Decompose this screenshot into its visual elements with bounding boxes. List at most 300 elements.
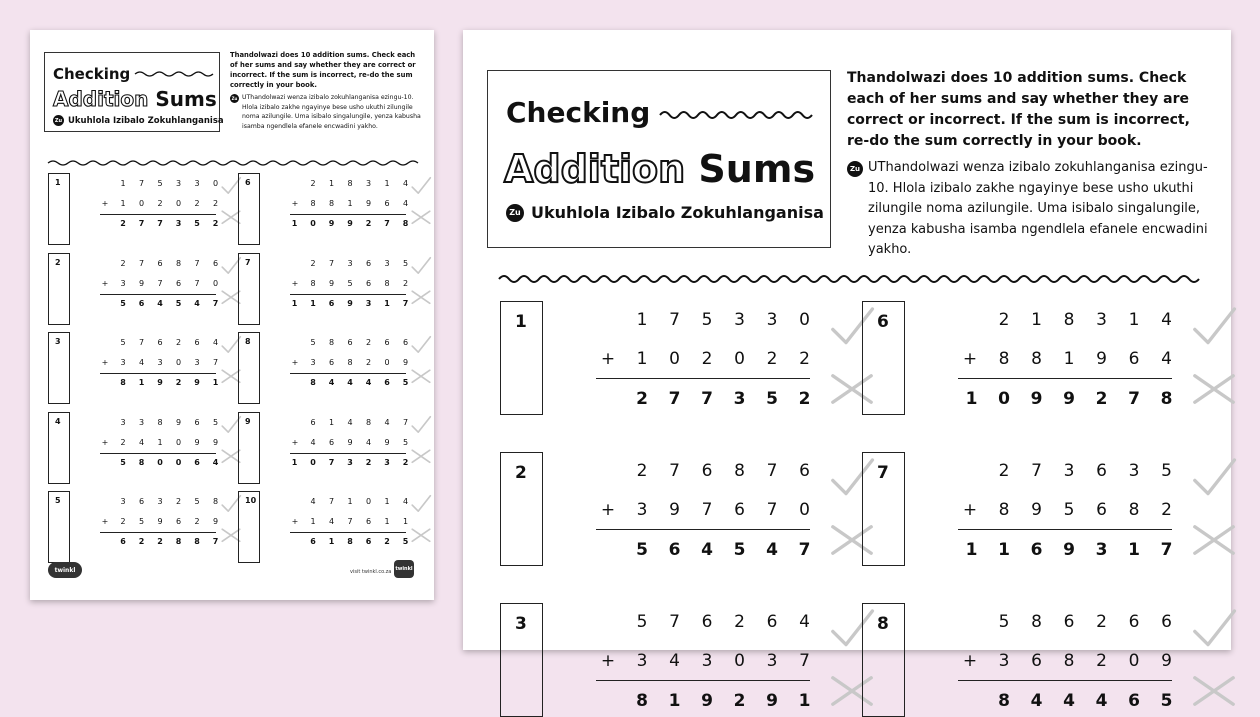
addend-top-digit: 6 <box>194 417 200 427</box>
addend-bottom-digit: 6 <box>365 517 372 526</box>
answer-digit: 9 <box>1063 389 1075 409</box>
answer-digit: 7 <box>1128 389 1140 409</box>
sum-line <box>290 373 406 374</box>
answer-digit: 0 <box>310 457 316 467</box>
sum-line <box>100 214 216 215</box>
check-mark-icon[interactable] <box>410 334 432 360</box>
sum-line <box>290 453 406 454</box>
answer-digit: 6 <box>328 298 335 308</box>
sum-line <box>290 294 406 295</box>
cross-mark-icon[interactable] <box>410 448 432 469</box>
answer-digit: 2 <box>120 219 126 228</box>
addend-top-digit: 3 <box>175 179 182 188</box>
addend-bottom-digit: 5 <box>1063 500 1075 520</box>
answer-digit: 3 <box>365 298 372 308</box>
problem-number: 5 <box>55 496 61 505</box>
problem-number: 6 <box>245 178 251 187</box>
addend-top-digit: 1 <box>328 179 335 188</box>
addend-top-digit: 3 <box>384 258 390 268</box>
addend-top-digit: 5 <box>120 338 126 347</box>
problem-number: 1 <box>55 178 61 187</box>
answer-digit: 1 <box>1128 540 1140 560</box>
divider-wavy-line <box>48 159 418 167</box>
addend-bottom-digit: 6 <box>175 278 182 288</box>
problem-number: 1 <box>515 312 527 332</box>
problem-number-box <box>862 452 905 566</box>
answer-digit: 8 <box>636 691 648 711</box>
addend-top-digit: 4 <box>347 417 353 427</box>
answer-digit: 1 <box>291 219 298 228</box>
addend-top-digit: 8 <box>1031 612 1042 632</box>
addend-bottom-digit: 1 <box>120 199 126 208</box>
addend-bottom-digit: 6 <box>328 358 335 367</box>
addend-top-digit: 1 <box>384 497 390 506</box>
check-mark-icon[interactable] <box>1190 605 1238 657</box>
addend-bottom-digit: 4 <box>138 437 145 447</box>
problem-number-box <box>862 301 905 415</box>
zu-badge-large: Zu <box>847 161 863 177</box>
cross-mark-icon[interactable] <box>1190 371 1238 411</box>
addend-top-digit: 3 <box>1096 310 1107 330</box>
addend-top-digit: 4 <box>310 497 316 506</box>
addend-bottom-digit: 9 <box>212 517 219 526</box>
answer-digit: 5 <box>402 378 409 387</box>
addend-top-digit: 4 <box>212 338 219 347</box>
addend-top-digit: 1 <box>328 417 335 427</box>
addend-top-digit: 0 <box>365 497 372 506</box>
addend-top-digit: 3 <box>138 417 145 427</box>
addend-bottom-digit: 4 <box>669 651 680 671</box>
answer-digit: 5 <box>733 540 746 560</box>
addend-bottom-digit: 9 <box>347 437 353 447</box>
addend-bottom-digit: 3 <box>998 651 1010 671</box>
check-mark-icon[interactable] <box>1190 454 1238 506</box>
title-checking-large: Checking <box>506 96 651 129</box>
addend-bottom-digit: 0 <box>138 199 145 208</box>
footer-url: visit twinkl.co.za <box>350 569 392 575</box>
addend-bottom-digit: 1 <box>402 517 409 526</box>
addend-top-digit: 6 <box>701 612 713 632</box>
answer-digit: 1 <box>291 298 298 308</box>
answer-digit: 8 <box>998 691 1010 711</box>
addend-top-digit: 6 <box>212 258 219 268</box>
addend-bottom-digit: 3 <box>120 278 126 288</box>
addend-bottom-digit: 9 <box>138 278 145 288</box>
problem-number: 10 <box>245 496 257 505</box>
plus-sign: + <box>962 349 978 369</box>
answer-digit: 2 <box>733 691 746 711</box>
addend-bottom-digit: 4 <box>138 358 145 367</box>
addend-bottom-digit: 8 <box>1128 500 1140 520</box>
instructions-en-large: Thandolwazi does 10 addition sums. Check each of her sums and say whether they are correct or incorrect. If the sum is incorrect, re-do the sum correctly in your book. <box>847 70 1190 149</box>
addend-bottom-digit: 7 <box>701 500 713 520</box>
answer-digit: 5 <box>1160 691 1173 711</box>
addend-bottom-digit: 9 <box>402 358 409 367</box>
answer-digit: 6 <box>1030 540 1043 560</box>
problem-number: 4 <box>55 416 61 426</box>
addend-top-digit: 7 <box>669 612 680 632</box>
zu-badge: Zu <box>230 94 239 103</box>
divider-wavy-line-large <box>499 273 1199 285</box>
answer-digit: 1 <box>965 540 978 560</box>
addend-bottom-digit: 6 <box>328 437 335 447</box>
addend-top-digit: 6 <box>138 497 145 506</box>
addend-top-digit: 6 <box>701 461 713 481</box>
answer-digit: 6 <box>365 537 372 546</box>
addend-top-digit: 1 <box>636 310 648 330</box>
cross-mark-icon[interactable] <box>410 368 432 389</box>
answer-digit: 1 <box>998 540 1010 560</box>
addend-bottom-digit: 8 <box>310 278 316 288</box>
addend-bottom-digit: 3 <box>194 358 200 367</box>
addend-bottom-digit: 9 <box>212 437 219 447</box>
addend-top-digit: 2 <box>734 612 745 632</box>
check-mark-icon[interactable] <box>410 414 432 440</box>
problem-number-box <box>238 332 260 404</box>
answer-digit: 2 <box>384 537 390 546</box>
problem-number-box <box>500 452 543 566</box>
answer-digit: 0 <box>175 457 182 467</box>
title-wavy-line <box>135 70 213 78</box>
addend-top-digit: 5 <box>157 179 163 188</box>
addend-top-digit: 1 <box>1031 310 1042 330</box>
problem-number-box <box>238 173 260 245</box>
addend-top-digit: 0 <box>799 310 810 330</box>
addend-bottom-digit: 6 <box>384 199 390 208</box>
title-sums-large: Sums <box>698 147 816 191</box>
answer-digit: 7 <box>402 298 409 308</box>
addend-top-digit: 7 <box>138 258 145 268</box>
answer-digit: 0 <box>998 389 1010 409</box>
title-box <box>44 52 224 132</box>
answer-digit: 4 <box>328 378 335 387</box>
addend-bottom-digit: 6 <box>1031 651 1042 671</box>
addend-top-digit: 2 <box>998 461 1010 481</box>
answer-digit: 5 <box>636 540 648 560</box>
answer-digit: 6 <box>120 537 126 546</box>
addend-top-digit: 5 <box>402 258 409 268</box>
addend-bottom-digit: 0 <box>175 437 182 447</box>
addend-top-digit: 8 <box>1063 310 1075 330</box>
title-box-large <box>487 70 831 248</box>
addend-bottom-digit: 9 <box>384 437 390 447</box>
answer-digit: 6 <box>138 298 145 308</box>
addend-bottom-digit: 1 <box>157 437 163 447</box>
instructions-zu-line-large <box>847 158 1215 261</box>
answer-digit: 2 <box>636 389 648 409</box>
sum-line <box>958 529 1172 530</box>
addend-bottom-digit: 8 <box>328 199 335 208</box>
answer-digit: 8 <box>120 378 126 387</box>
check-mark-icon[interactable] <box>1190 303 1238 355</box>
addend-bottom-digit: 7 <box>194 278 200 288</box>
answer-digit: 6 <box>1128 691 1140 711</box>
addend-top-digit: 8 <box>347 179 353 188</box>
answer-digit: 8 <box>1160 389 1173 409</box>
addend-bottom-digit: 5 <box>138 517 145 526</box>
answer-digit: 7 <box>701 389 713 409</box>
answer-digit: 2 <box>402 457 409 467</box>
addend-bottom-digit: 0 <box>734 651 745 671</box>
addend-top-digit: 2 <box>175 338 182 347</box>
title-addition-sums-large <box>504 147 815 191</box>
subtitle-large <box>506 203 824 222</box>
cross-mark-icon[interactable] <box>1190 673 1238 713</box>
answer-digit: 4 <box>194 298 200 308</box>
addend-top-digit: 3 <box>194 179 200 188</box>
addend-top-digit: 2 <box>310 179 316 188</box>
addend-top-digit: 8 <box>328 338 335 347</box>
addend-top-digit: 8 <box>734 461 745 481</box>
addend-top-digit: 5 <box>212 417 219 427</box>
addend-bottom-digit: 3 <box>310 358 316 367</box>
answer-digit: 5 <box>766 389 778 409</box>
addend-top-digit: 2 <box>1096 612 1107 632</box>
addend-bottom-digit: 5 <box>347 278 353 288</box>
answer-digit: 1 <box>668 691 681 711</box>
addend-bottom-digit: 9 <box>194 437 200 447</box>
addend-bottom-digit: 4 <box>365 437 372 447</box>
answer-digit: 4 <box>212 457 219 467</box>
plus-sign: + <box>962 500 978 520</box>
addend-bottom-digit: 2 <box>799 349 810 369</box>
plus-sign: + <box>291 437 299 447</box>
cross-mark-icon[interactable] <box>410 209 432 230</box>
addend-bottom-digit: 0 <box>212 278 219 288</box>
answer-digit: 5 <box>402 537 409 546</box>
plus-sign: + <box>600 349 616 369</box>
problem-number: 3 <box>515 614 527 634</box>
addend-bottom-digit: 0 <box>175 358 182 367</box>
addend-bottom-digit: 9 <box>1031 500 1042 520</box>
addend-bottom-digit: 2 <box>365 358 372 367</box>
addend-bottom-digit: 6 <box>734 500 745 520</box>
addend-bottom-digit: 2 <box>212 199 219 208</box>
sum-line <box>596 529 810 530</box>
addend-bottom-digit: 8 <box>384 278 390 288</box>
addend-top-digit: 4 <box>402 179 409 188</box>
addend-bottom-digit: 0 <box>175 199 182 208</box>
addend-top-digit: 3 <box>120 497 126 506</box>
addend-top-digit: 4 <box>799 612 810 632</box>
addend-top-digit: 5 <box>701 310 713 330</box>
addend-top-digit: 6 <box>384 338 390 347</box>
addend-bottom-digit: 2 <box>402 278 409 288</box>
answer-digit: 1 <box>965 389 978 409</box>
answer-digit: 6 <box>194 457 200 467</box>
addend-bottom-digit: 8 <box>998 500 1010 520</box>
addend-bottom-digit: 9 <box>1096 349 1107 369</box>
addend-top-digit: 8 <box>212 497 219 506</box>
addend-bottom-digit: 3 <box>120 358 126 367</box>
answer-digit: 6 <box>310 537 316 546</box>
answer-digit: 4 <box>766 540 778 560</box>
addend-top-digit: 7 <box>402 417 409 427</box>
subtitle <box>53 115 224 126</box>
subtitle-text: Ukuhlola Izibalo Zokuhlanganisa <box>68 115 224 126</box>
answer-digit: 3 <box>733 389 746 409</box>
answer-digit: 2 <box>365 219 372 228</box>
problem-number-box <box>500 301 543 415</box>
answer-digit: 7 <box>138 219 145 228</box>
sum-line <box>100 294 216 295</box>
answer-digit: 1 <box>291 457 298 467</box>
answer-digit: 1 <box>384 298 390 308</box>
answer-digit: 2 <box>157 537 163 546</box>
addend-top-digit: 3 <box>347 258 353 268</box>
plus-sign: + <box>291 358 299 367</box>
title-sums: Sums <box>155 87 217 111</box>
sum-line <box>596 680 810 681</box>
addend-bottom-digit: 1 <box>1063 349 1075 369</box>
addend-bottom-digit: 1 <box>310 517 316 526</box>
instructions <box>230 50 424 131</box>
problem-number: 8 <box>877 614 889 634</box>
problem-number-box <box>238 491 260 563</box>
sum-line <box>100 373 216 374</box>
sum-line <box>596 378 810 379</box>
plus-sign: + <box>600 651 616 671</box>
answer-digit: 9 <box>1030 389 1043 409</box>
addend-top-digit: 3 <box>766 310 778 330</box>
sum-line <box>100 532 216 533</box>
answer-digit: 3 <box>347 457 353 467</box>
addend-top-digit: 5 <box>998 612 1010 632</box>
sum-line <box>290 214 406 215</box>
addend-top-digit: 7 <box>328 497 335 506</box>
check-mark-icon[interactable] <box>410 175 432 201</box>
addend-bottom-digit: 9 <box>669 500 680 520</box>
instructions-zu-line <box>230 93 424 131</box>
addend-top-digit: 6 <box>157 338 163 347</box>
addend-top-digit: 5 <box>636 612 648 632</box>
addend-bottom-digit: 6 <box>1128 349 1140 369</box>
answer-digit: 7 <box>384 219 390 228</box>
addend-bottom-digit: 0 <box>799 500 810 520</box>
answer-digit: 7 <box>328 457 335 467</box>
answer-digit: 2 <box>175 378 182 387</box>
sum-line <box>100 453 216 454</box>
answer-digit: 8 <box>194 537 200 546</box>
addend-top-digit: 6 <box>799 461 810 481</box>
addend-top-digit: 6 <box>766 612 778 632</box>
addend-bottom-digit: 7 <box>766 500 778 520</box>
answer-digit: 7 <box>212 537 219 546</box>
addend-bottom-digit: 0 <box>734 349 745 369</box>
answer-digit: 4 <box>157 298 163 308</box>
answer-digit: 2 <box>138 537 145 546</box>
answer-digit: 4 <box>1030 691 1043 711</box>
plus-sign: + <box>101 358 109 367</box>
answer-digit: 4 <box>365 378 372 387</box>
addend-bottom-digit: 6 <box>1096 500 1107 520</box>
addend-top-digit: 6 <box>402 338 409 347</box>
zu-badge: Zu <box>53 115 64 126</box>
check-mark-icon[interactable] <box>410 493 432 519</box>
addend-top-digit: 5 <box>194 497 200 506</box>
answer-digit: 8 <box>310 378 316 387</box>
answer-digit: 2 <box>212 219 219 228</box>
answer-digit: 2 <box>798 389 811 409</box>
answer-digit: 5 <box>120 457 126 467</box>
problem-number-box <box>862 603 905 717</box>
addend-bottom-digit: 3 <box>636 651 648 671</box>
addend-bottom-digit: 4 <box>402 199 409 208</box>
addend-bottom-digit: 8 <box>347 358 353 367</box>
plus-sign: + <box>101 199 109 208</box>
answer-digit: 1 <box>212 378 219 387</box>
problem-number-box <box>48 412 70 484</box>
answer-digit: 0 <box>310 219 316 228</box>
addend-top-digit: 6 <box>1063 612 1075 632</box>
cross-mark-icon[interactable] <box>410 289 432 310</box>
addend-top-digit: 3 <box>1128 461 1140 481</box>
problem-number-box <box>238 412 260 484</box>
addend-top-digit: 6 <box>194 338 200 347</box>
answer-digit: 1 <box>310 298 316 308</box>
addend-top-digit: 1 <box>347 497 353 506</box>
problem-number: 2 <box>515 463 527 483</box>
addend-top-digit: 1 <box>1128 310 1140 330</box>
cross-mark-icon[interactable] <box>1190 522 1238 562</box>
addend-top-digit: 2 <box>636 461 648 481</box>
instructions-en: Thandolwazi does 10 addition sums. Check each of her sums and say whether they are correct or incorrect. If the sum is incorrect, re-do the sum correctly in your book. <box>230 51 416 89</box>
answer-digit: 9 <box>1063 540 1075 560</box>
cross-mark-icon[interactable] <box>410 527 432 548</box>
addend-top-digit: 2 <box>365 338 372 347</box>
check-mark-icon[interactable] <box>410 255 432 281</box>
problem-number-box <box>48 491 70 563</box>
plus-sign: + <box>101 517 109 526</box>
addend-bottom-digit: 5 <box>402 437 409 447</box>
answer-digit: 4 <box>701 540 713 560</box>
answer-digit: 8 <box>402 219 409 228</box>
footer-badge: twinkl <box>394 560 414 578</box>
addend-bottom-digit: 9 <box>365 199 372 208</box>
problem-number-box <box>48 173 70 245</box>
plus-sign: + <box>962 651 978 671</box>
addend-bottom-digit: 2 <box>194 517 200 526</box>
addend-top-digit: 2 <box>120 258 126 268</box>
answer-digit: 9 <box>328 219 335 228</box>
zu-badge-large: Zu <box>506 204 524 222</box>
answer-digit: 1 <box>328 537 335 546</box>
addend-bottom-digit: 6 <box>365 278 372 288</box>
addend-bottom-digit: 9 <box>1161 651 1172 671</box>
addend-bottom-digit: 3 <box>701 651 713 671</box>
sum-line <box>958 378 1172 379</box>
instructions-zu: UThandolwazi wenza izibalo zokuhlanganisa ezingu-10. Hlola izibalo zakhe ngayinye bese usho ukuthi zilungile noma azilungile. Uma isibalo singalungile, yenza kabusha isamba ngendlela efanele encwadini yakho. <box>242 94 421 130</box>
addend-top-digit: 6 <box>1161 612 1172 632</box>
addend-top-digit: 7 <box>328 258 335 268</box>
twinkl-logo: twinkl <box>48 562 82 578</box>
addend-bottom-digit: 2 <box>1096 651 1107 671</box>
answer-digit: 8 <box>138 457 145 467</box>
addend-bottom-digit: 9 <box>328 278 335 288</box>
addend-bottom-digit: 7 <box>212 358 219 367</box>
answer-digit: 8 <box>347 537 353 546</box>
addend-bottom-digit: 0 <box>1128 651 1140 671</box>
addend-bottom-digit: 3 <box>157 358 163 367</box>
addend-bottom-digit: 2 <box>194 199 200 208</box>
title-addition-sums <box>53 87 217 111</box>
problem-number-box <box>238 253 260 325</box>
problem-number: 2 <box>55 257 61 267</box>
plus-sign: + <box>600 500 616 520</box>
addend-bottom-digit: 8 <box>1031 349 1042 369</box>
addend-top-digit: 5 <box>1161 461 1172 481</box>
answer-digit: 0 <box>157 457 163 467</box>
